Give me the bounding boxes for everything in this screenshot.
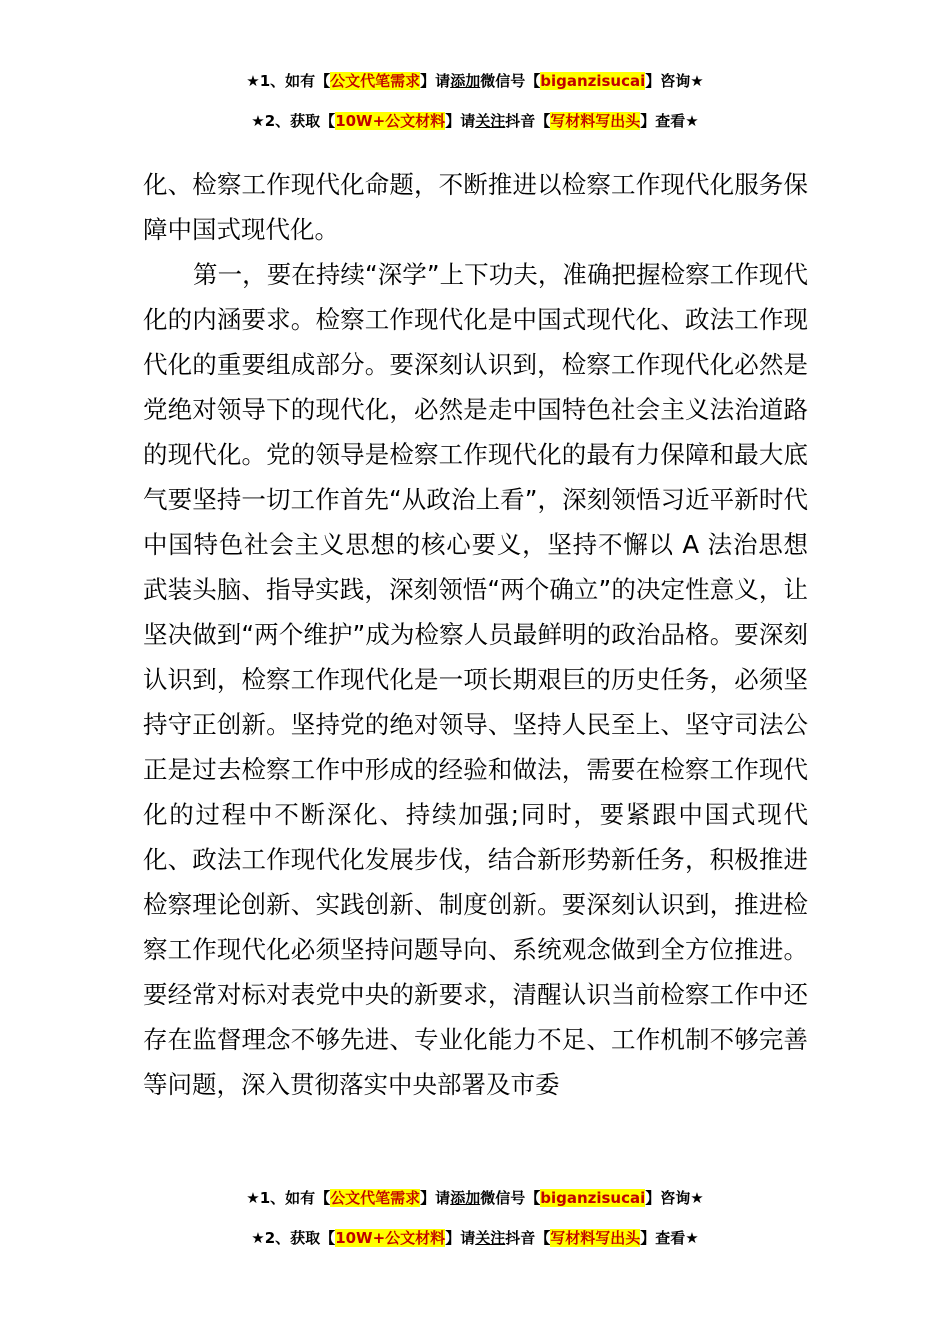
document-body	[143, 162, 808, 1107]
highlight-douyin-id: 写材料写出头	[550, 1229, 641, 1247]
highlight-wechat-id: biganzisucai	[540, 1189, 646, 1207]
highlight-douyin-id: 写材料写出头	[550, 112, 641, 130]
header-banner-line-2: ★2、获取【10W+公文材料】请关注抖音【写材料写出头】查看★	[251, 112, 699, 130]
highlight-wechat-id: biganzisucai	[540, 72, 646, 90]
paragraph: 第一，要在持续“深学”上下功夫，准确把握检察工作现代化的内涵要求。检察工作现代化是中国式现代化、政法工作现代化的重要组成部分。要深刻认识到，检察工作现代化必然是党绝对领导下的现代化，必然是走中国特色社会主义法治道路的现代化。党的领导是检察工作现代化的最有力保障和最大底气要坚持一切工作首先“从政治上看”，深刻领悟习近平新时代中国特色社会主义思想的核心要义，坚持不懈以 A 法治思想武装头脑、指导实践，深刻领悟“两个确立”的决定性意义，让坚决做到“两个维护”成为检察人员最鲜明的政治品格。要深刻认识到，检察工作现代化是一项长期艰巨的历史任务，必须坚持守正创新。坚持党的绝对领导、坚持人民至上、坚守司法公正是过去检察工作中形成的经验和做法，需要在检察工作现代化的过程中不断深化、持续加强;同时，要紧跟中国式现代化、政法工作现代化发展步伐，结合新形势新任务，积极推进检察理论创新、实践创新、制度创新。要深刻认识到，推进检察工作现代化必须坚持问题导向、系统观念做到全方位推进。要经常对标对表党中央的新要求，清醒认识当前检察工作中还存在监督理念不够先进、专业化能力不足、工作机制不够完善等问题，深入贯彻落实中央部署及市委	[143, 260, 808, 1099]
highlight-materials: 10W+公文材料	[335, 1229, 446, 1247]
footer-banner-line-1: ★1、如有【公文代笔需求】请添加微信号【biganzisucai】咨询★	[246, 1189, 704, 1207]
footer-banner-line-2: ★2、获取【10W+公文材料】请关注抖音【写材料写出头】查看★	[251, 1229, 699, 1247]
highlight-service: 公文代笔需求	[330, 1189, 421, 1207]
highlight-materials: 10W+公文材料	[335, 112, 446, 130]
header-banner-line-1: ★1、如有【公文代笔需求】请添加微信号【biganzisucai】咨询★	[246, 72, 704, 90]
highlight-service: 公文代笔需求	[330, 72, 421, 90]
paragraph: 化、检察工作现代化命题，不断推进以检察工作现代化服务保障中国式现代化。	[143, 170, 808, 244]
